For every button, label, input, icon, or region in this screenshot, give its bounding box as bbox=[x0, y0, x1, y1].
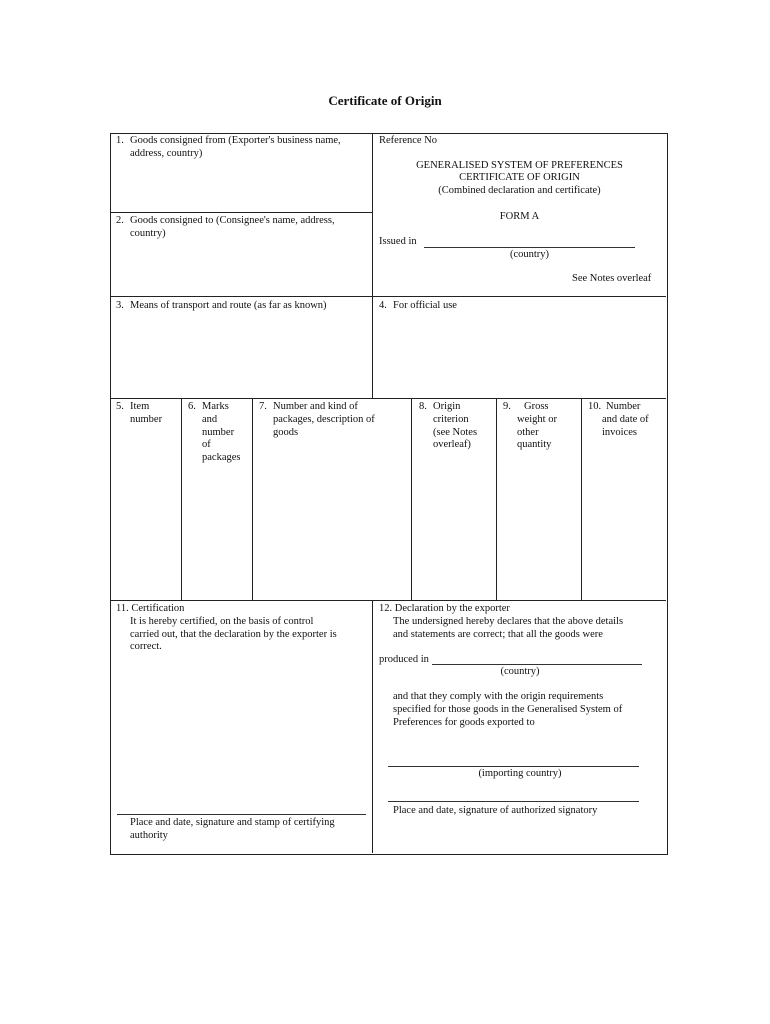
col7-line1: Number and kind of bbox=[273, 401, 358, 412]
box2-number: 2. bbox=[116, 215, 124, 226]
box3-number: 3. bbox=[116, 300, 124, 311]
box11-signature-caption2: authority bbox=[130, 830, 168, 841]
col6-line4: of bbox=[202, 439, 211, 450]
col8-line1: Origin bbox=[433, 401, 461, 412]
col9-line2: weight or bbox=[517, 414, 557, 425]
col-divider-9-10 bbox=[581, 399, 582, 600]
col-divider-7-8 bbox=[411, 399, 412, 600]
col-divider-6-7 bbox=[252, 399, 253, 600]
box11-heading: 11. Certification bbox=[116, 603, 185, 614]
col5-line2: number bbox=[130, 414, 163, 425]
box12-heading: 12. Declaration by the exporter bbox=[379, 603, 510, 614]
box12-line3: and that they comply with the origin requirements bbox=[393, 691, 604, 702]
col6-line1: Marks bbox=[202, 401, 229, 412]
col10-line2: and date of bbox=[602, 414, 649, 425]
col6-number: 6. bbox=[188, 401, 196, 412]
box12-signature-line bbox=[388, 801, 639, 802]
box3-label: Means of transport and route (as far as known) bbox=[130, 300, 327, 311]
produced-in-label: produced in bbox=[379, 654, 429, 665]
box12-signature-caption: Place and date, signature of authorized signatory bbox=[393, 805, 598, 816]
issued-in-label: Issued in bbox=[379, 236, 417, 247]
col7-line2: packages, description of bbox=[273, 414, 375, 425]
issued-country-caption: (country) bbox=[509, 249, 550, 260]
col-divider-5-6 bbox=[181, 399, 182, 600]
divider-vertical-bottom bbox=[372, 601, 373, 853]
box2-label-line1: Goods consigned to (Consignee's name, address, bbox=[130, 215, 335, 226]
divider-box1-box2 bbox=[111, 212, 372, 213]
col9-number: 9. bbox=[503, 401, 511, 412]
gsp-line3: (Combined declaration and certificate) bbox=[438, 185, 601, 196]
box4-number: 4. bbox=[379, 300, 387, 311]
box1-number: 1. bbox=[116, 135, 124, 146]
col9-line4: quantity bbox=[517, 439, 552, 450]
form-a-label: FORM A bbox=[499, 211, 540, 222]
divider-row2 bbox=[111, 296, 666, 297]
box12-line5: Preferences for goods exported to bbox=[393, 717, 535, 728]
col7-number: 7. bbox=[259, 401, 267, 412]
box1-label-line2: address, country) bbox=[130, 148, 203, 159]
produced-country-caption: (country) bbox=[500, 666, 540, 677]
issued-in-line bbox=[424, 247, 635, 248]
col7-line3: goods bbox=[273, 427, 299, 438]
col8-line4: overleaf) bbox=[433, 439, 471, 450]
col8-line3: (see Notes bbox=[433, 427, 478, 438]
gsp-line2: CERTIFICATE OF ORIGIN bbox=[459, 172, 580, 183]
divider-row4 bbox=[111, 600, 666, 601]
divider-row3 bbox=[111, 398, 666, 399]
col6-line2: and bbox=[202, 414, 218, 425]
box11-line1: It is hereby certified, on the basis of control bbox=[130, 616, 314, 627]
col-divider-8-9 bbox=[496, 399, 497, 600]
col6-line3: number bbox=[202, 427, 235, 438]
box1-label-line1: Goods consigned from (Exporter's business name, bbox=[130, 135, 341, 146]
col9-line1: Gross bbox=[524, 401, 549, 412]
see-notes-overleaf: See Notes overleaf bbox=[572, 273, 652, 284]
produced-in-line bbox=[432, 664, 642, 665]
box12-line2: and statements are correct; that all the goods were bbox=[393, 629, 603, 640]
box2-label-line2: country) bbox=[130, 228, 166, 239]
col6-line5: packages bbox=[202, 452, 241, 463]
page-title: Certificate of Origin bbox=[328, 93, 442, 108]
box4-label: For official use bbox=[393, 300, 457, 311]
box11-line2: carried out, that the declaration by the exporter is bbox=[130, 629, 337, 640]
reference-no-label: Reference No bbox=[379, 135, 438, 146]
box11-signature-caption1: Place and date, signature and stamp of certifying bbox=[130, 817, 335, 828]
gsp-line1: GENERALISED SYSTEM OF PREFERENCES bbox=[416, 160, 623, 171]
col9-line3: other bbox=[517, 427, 539, 438]
box12-line1: The undersigned hereby declares that the above details bbox=[393, 616, 624, 627]
col5-line1: Item bbox=[130, 401, 150, 412]
importing-country-caption: (importing country) bbox=[478, 768, 562, 779]
col10-line1: Number bbox=[606, 401, 641, 412]
box12-line4: specified for those goods in the Generalised System of bbox=[393, 704, 623, 715]
col10-number: 10. bbox=[588, 401, 602, 412]
col10-line3: invoices bbox=[602, 427, 637, 438]
col5-number: 5. bbox=[116, 401, 124, 412]
box11-line3: correct. bbox=[130, 641, 162, 652]
col8-line2: criterion bbox=[433, 414, 469, 425]
importing-country-line bbox=[388, 766, 639, 767]
col8-number: 8. bbox=[419, 401, 427, 412]
box11-signature-line bbox=[117, 814, 366, 815]
